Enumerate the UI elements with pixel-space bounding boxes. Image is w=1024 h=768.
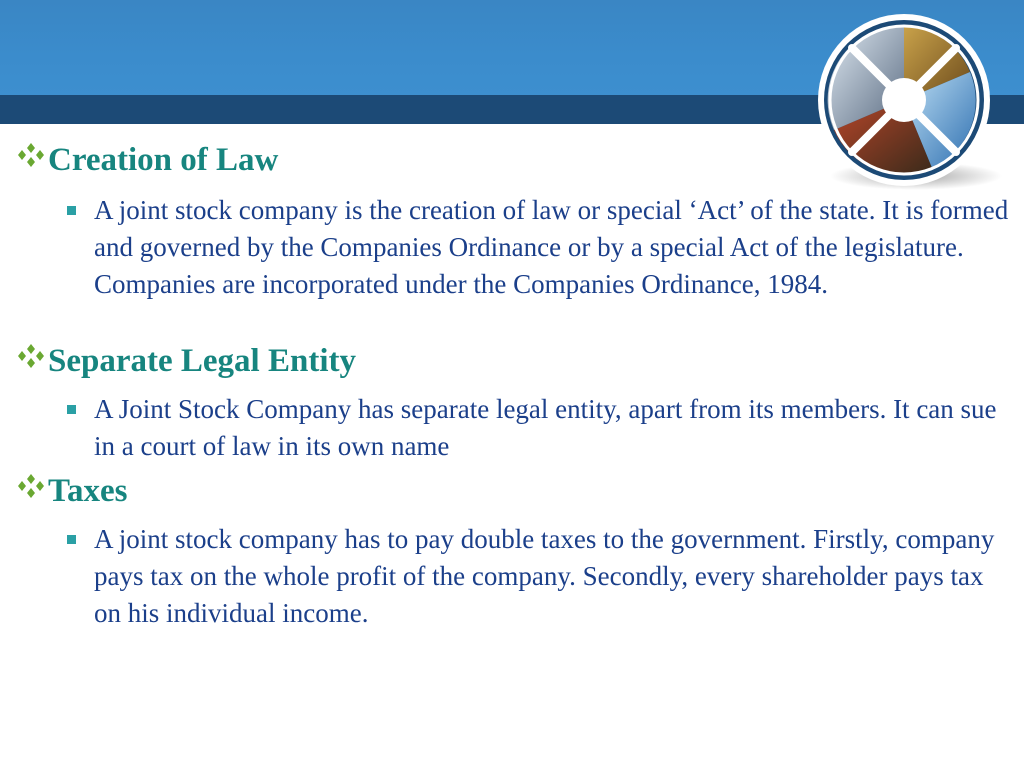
heading-text: Creation of Law [48, 142, 279, 178]
section-taxes [14, 471, 1014, 632]
heading-text: Separate Legal Entity [48, 343, 356, 379]
bullet-item [64, 521, 1014, 632]
section-separate-legal-entity [14, 341, 1014, 465]
bullet-item [64, 391, 1014, 465]
square-bullet-icon [64, 521, 94, 558]
bullet-text: A joint stock company has to pay double taxes to the government. Firstly, company pays tax on the whole profit of the company. Secondly, every shareholder pays tax on his individual income. [94, 524, 995, 628]
section-creation-of-law [14, 140, 1014, 303]
section-heading [14, 140, 1014, 180]
square-bullet-icon [64, 192, 94, 229]
slide-content [14, 140, 1014, 632]
square-bullet-icon [64, 391, 94, 428]
section-heading [14, 341, 1014, 381]
bullet-text: A Joint Stock Company has separate legal entity, apart from its members. It can sue in a court of law in its own name [94, 394, 997, 461]
four-diamond-icon [14, 142, 48, 168]
four-diamond-icon [14, 473, 48, 499]
section-heading [14, 471, 1014, 511]
heading-text: Taxes [48, 473, 128, 509]
bullet-item [64, 192, 1014, 303]
four-diamond-icon [14, 343, 48, 369]
bullet-text: A joint stock company is the creation of law or special ‘Act’ of the state. It is formed and governed by the Companies Ordinance or by a special Act of the legislature. Companies are incorporated under the Companies Ordinance, 1984. [94, 195, 1009, 299]
